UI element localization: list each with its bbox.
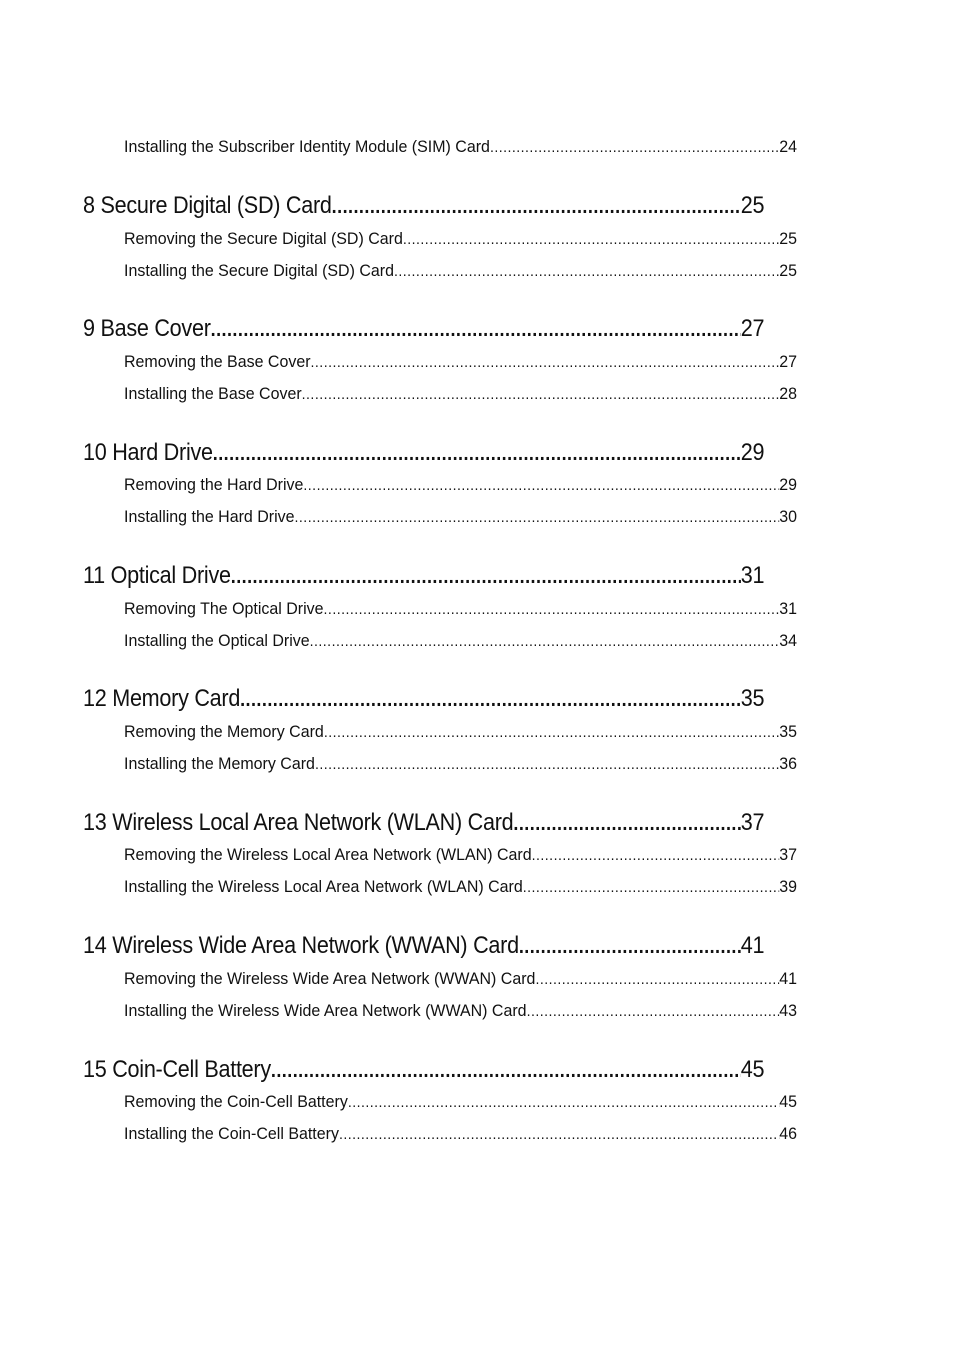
toc-entry[interactable] (124, 383, 797, 406)
toc-entry[interactable] (124, 844, 797, 867)
dot-leader (403, 229, 779, 251)
toc-entry-page: 27 (779, 352, 798, 371)
toc-chapter-page: 41 (740, 932, 765, 959)
dot-leader (339, 1124, 779, 1146)
dot-leader (332, 192, 741, 222)
toc-entry-title: Removing the Wireless Local Area Network (WLAN) Card (124, 845, 532, 864)
toc-entry-title: Installing the Secure Digital (SD) Card (124, 261, 395, 280)
toc-entry-page: 43 (779, 1001, 798, 1020)
toc-entry[interactable] (124, 228, 797, 251)
toc-entry-title: Removing the Memory Card (124, 722, 324, 741)
toc-entry[interactable] (124, 968, 797, 991)
toc-entry[interactable] (124, 506, 797, 529)
toc-entry[interactable] (124, 598, 797, 621)
dot-leader (348, 1092, 779, 1114)
toc-entry-page: 29 (779, 475, 798, 494)
toc-chapter-title: 11 Optical Drive (83, 562, 231, 589)
toc-chapter-title: 15 Coin-Cell Battery (83, 1056, 271, 1083)
toc-chapter-page: 45 (740, 1056, 765, 1083)
toc-chapter-title: 14 Wireless Wide Area Network (WWAN) Card (83, 932, 519, 959)
toc-chapter-page: 29 (740, 439, 765, 466)
dot-leader (513, 809, 740, 839)
toc-chapter-title: 12 Memory Card (83, 685, 241, 712)
dot-leader (310, 631, 780, 653)
toc-entry-title: Removing the Wireless Wide Area Network (WWAN) Card (124, 969, 536, 988)
toc-entry-title: Removing the Hard Drive (124, 475, 304, 494)
toc-chapter-page: 37 (740, 809, 765, 836)
toc-entry-title: Installing the Optical Drive (124, 631, 310, 650)
toc-entry-page: 34 (779, 631, 798, 650)
toc-entry-title: Installing the Memory Card (124, 754, 315, 773)
toc-chapter[interactable] (83, 931, 764, 962)
toc-entry-title: Removing the Base Cover (124, 352, 311, 371)
toc-chapter[interactable] (83, 314, 764, 345)
dot-leader (240, 685, 741, 715)
dot-leader (311, 352, 780, 374)
dot-leader (211, 315, 741, 345)
toc-entry[interactable] (124, 136, 797, 159)
toc-entry-title: Installing the Base Cover (124, 384, 302, 403)
toc-entry-title: Installing the Wireless Wide Area Network (WWAN) Card (124, 1001, 527, 1020)
toc-entry[interactable] (124, 351, 797, 374)
dot-leader (394, 261, 779, 283)
toc-entry-page: 37 (779, 845, 798, 864)
toc-entry-page: 39 (779, 877, 798, 896)
toc-chapter-title: 13 Wireless Local Area Network (WLAN) Card (83, 809, 514, 836)
toc-entry-page: 36 (779, 754, 798, 773)
dot-leader (231, 562, 741, 592)
toc-entry-page: 31 (779, 599, 798, 618)
toc-entry[interactable] (124, 1123, 797, 1146)
dot-leader (519, 932, 741, 962)
toc-entry[interactable] (124, 1091, 797, 1114)
toc-entry[interactable] (124, 630, 797, 653)
dot-leader (303, 475, 779, 497)
toc-chapter-title: 9 Base Cover (83, 315, 211, 342)
toc-chapter[interactable] (83, 438, 764, 469)
toc-entry[interactable] (124, 876, 797, 899)
toc-entry-page: 41 (779, 969, 798, 988)
toc-entry-page: 25 (779, 261, 798, 280)
toc-chapter[interactable] (83, 191, 764, 222)
dot-leader (324, 722, 779, 744)
toc-entry[interactable] (124, 474, 797, 497)
toc-entry-page: 25 (779, 229, 798, 248)
toc-entry-title: Installing the Wireless Local Area Network (WLAN) Card (124, 877, 523, 896)
dot-leader (490, 137, 779, 159)
dot-leader (535, 969, 779, 991)
toc-entry-title: Installing the Hard Drive (124, 507, 295, 526)
toc-chapter-title: 10 Hard Drive (83, 439, 213, 466)
toc-chapter[interactable] (83, 684, 764, 715)
toc-chapter-title: 8 Secure Digital (SD) Card (83, 192, 332, 219)
toc-entry-title: Removing the Secure Digital (SD) Card (124, 229, 403, 248)
toc-entry-page: 28 (779, 384, 798, 403)
toc-entry-page: 35 (779, 722, 798, 741)
toc-chapter-page: 35 (740, 685, 765, 712)
toc-entry[interactable] (124, 1000, 797, 1023)
toc-chapter[interactable] (83, 561, 764, 592)
toc-entry-page: 46 (779, 1124, 798, 1143)
dot-leader (302, 384, 780, 406)
toc-entry[interactable] (124, 753, 797, 776)
toc-entry-page: 24 (779, 137, 798, 156)
toc-chapter-page: 31 (740, 562, 765, 589)
toc-entry-title: Installing the Subscriber Identity Module (SIM) Card (124, 137, 490, 156)
toc-entry-page: 30 (779, 507, 798, 526)
dot-leader (527, 1001, 780, 1023)
dot-leader (271, 1056, 741, 1086)
toc-entry-title: Removing the Coin-Cell Battery (124, 1092, 348, 1111)
toc-chapter-page: 27 (740, 315, 765, 342)
dot-leader (523, 877, 780, 899)
toc-chapter[interactable] (83, 808, 764, 839)
toc-chapter[interactable] (83, 1055, 764, 1086)
dot-leader (324, 599, 780, 621)
toc-entry-title: Installing the Coin-Cell Battery (124, 1124, 339, 1143)
toc-entry[interactable] (124, 260, 797, 283)
dot-leader (532, 845, 780, 867)
toc-chapter-page: 25 (740, 192, 765, 219)
dot-leader (315, 754, 779, 776)
toc-entry[interactable] (124, 721, 797, 744)
dot-leader (213, 439, 741, 469)
toc-entry-page: 45 (779, 1092, 798, 1111)
toc-entry-title: Removing The Optical Drive (124, 599, 324, 618)
dot-leader (295, 507, 780, 529)
